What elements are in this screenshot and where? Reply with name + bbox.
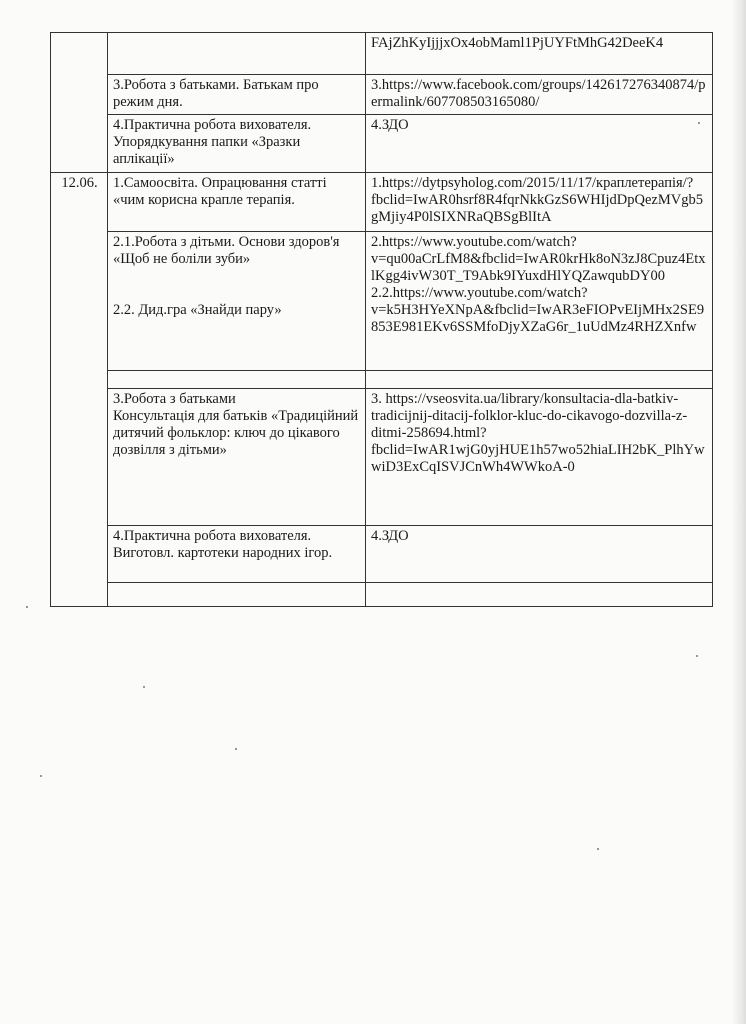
activity-text: 2.1.Робота з дітьми. Основи здоров'я «Щоб не боліли зуби» — [113, 234, 340, 267]
table-row-empty — [51, 583, 713, 607]
link-cell: 3.https://www.facebook.com/groups/142617276340874/permalink/607708503165080/ — [366, 75, 713, 115]
scan-speck — [597, 848, 599, 850]
page-edge-shadow — [732, 0, 746, 1024]
activity-cell: 4.Практична робота вихователя. Виготовл. картотеки народних ігор. — [108, 526, 366, 583]
table-row — [51, 232, 713, 371]
link-cell: FAjZhKyIjjjxOx4obMaml1PjUYFtMhG42DeeK4 — [366, 33, 713, 75]
link-cell: 4.ЗДО — [366, 526, 713, 583]
empty-cell — [108, 371, 366, 389]
link-cell: 1.https://dytpsyholog.com/2015/11/17/краплетерапія/?fbclid=IwAR0hsrf8R4fqrNkkGzS6WHIjdDpQezMVgb5gMjiy4P0lSIXNRaQBSgBlItA — [366, 173, 713, 232]
table-row — [51, 33, 713, 75]
scan-speck — [235, 748, 237, 750]
empty-cell — [108, 583, 366, 607]
table-row — [51, 526, 713, 583]
table-row — [51, 75, 713, 115]
link-cell: 3. https://vseosvita.ua/library/konsultacia-dla-batkiv-tradicijnij-ditacij-folklor-kluc-do-cikavogo-dozvilla-z-ditmi-258694.html?fbclid=IwAR1wjG0yjHUE1h57wo52hiaLIH2bK_PlhYwwiD3ExCqISVJCnWh4WWkoA-0 — [366, 389, 713, 526]
empty-cell — [366, 371, 713, 389]
activity-text-secondary: 2.2. Дид.гра «Знайди пару» — [113, 302, 282, 318]
activity-cell: 3.Робота з батьками. Батькам про режим дня. — [108, 75, 366, 115]
link-text: 2.https://www.youtube.com/watch?v=qu00aCrLfM8&fbclid=IwAR0krHk8oN3zJ8Cpuz4EtxlKgg4ivW30T_T9Abk9IYuxdHlYQZawqubDY00 — [371, 234, 706, 284]
link-cell — [366, 232, 713, 371]
activity-cell: 3.Робота з батьками Консультація для батьків «Традиційний дитячий фольклор: ключ до цікавого дозвілля з дітьми» — [108, 389, 366, 526]
scan-speck — [696, 655, 698, 657]
scan-speck — [40, 775, 42, 777]
table-row — [51, 115, 713, 173]
activity-cell: 1.Самоосвіта. Опрацювання статті «чим корисна крапле терапія. — [108, 173, 366, 232]
plan-table — [50, 32, 713, 607]
date-cell — [51, 33, 108, 173]
activity-cell — [108, 232, 366, 371]
empty-cell — [366, 583, 713, 607]
date-cell — [51, 173, 108, 607]
date-label: 12.06. — [61, 175, 98, 191]
link-cell: 4.ЗДО — [366, 115, 713, 173]
table-row-empty — [51, 371, 713, 389]
table-row — [51, 389, 713, 526]
scan-speck — [698, 122, 700, 124]
scan-speck — [143, 686, 145, 688]
activity-cell: 4.Практична робота вихователя. Упорядкування папки «Зразки аплікації» — [108, 115, 366, 173]
link-text-secondary: 2.2.https://www.youtube.com/watch?v=k5H3HYeXNpA&fbclid=IwAR3eFIOPvEIjMHx2SE9853E981EKv6SSMfoDjyXZaG6r_1uUdMz4RHZXnfw — [371, 285, 705, 335]
scan-speck — [26, 606, 28, 608]
table-row — [51, 173, 713, 232]
activity-cell — [108, 33, 366, 75]
